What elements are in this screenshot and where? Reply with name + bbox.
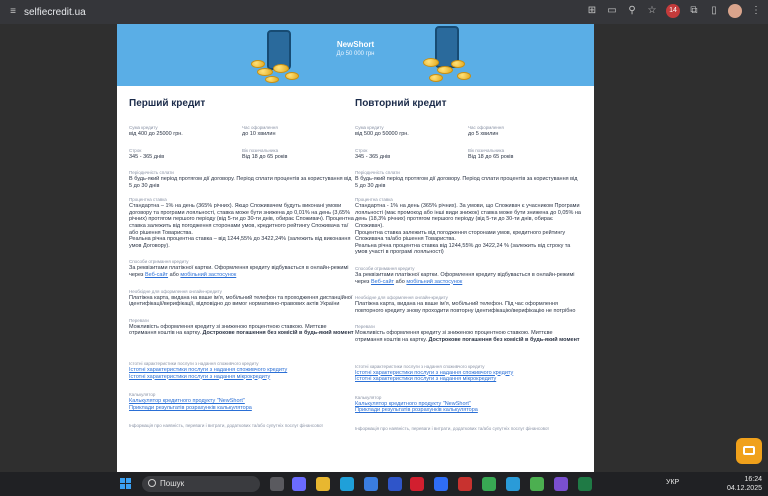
field-time: Час оформлення до 10 хвилин [242,125,278,137]
calculator-link[interactable]: Калькулятор кредитного продукту "NewShort" [129,398,245,405]
rate-section: Процентна ставка Стандартна – 1% на день (365% річних). Якщо Споживачем будуть виконані умови договору та програми лояльності, ставка може бути знижена до 0,01% на день (3,65% річних) протягом першого періоду (від 5-ти до 30-ти днів, обирає Споживач). Процентна ставка залежить від погодження сторонами умов, кредитного рейтингу Споживача та/або рішення Товариства. Реальна річна процентна ставка – від 1244,55% до 3422,24% (залежить від виконання умов Договору). [129,197,354,249]
coin-icon [437,66,453,74]
extensions-puzzle-icon[interactable]: ⧉ [690,5,698,16]
first-credit-column [129,98,355,429]
periodicity-section: Періодичність сплати В будь-який період протягом дії договору. Період сплати процентів за користування від 5 до 30 днів [355,170,578,189]
app-red-icon[interactable] [458,477,472,491]
info-text: Інформація про наявність, переваги і витрати, додаткових та/або супутніх послуг фінансової [129,423,323,429]
windows-start-icon[interactable] [120,478,132,490]
coin-icon [285,72,299,80]
calculator-link[interactable]: Калькулятор кредитного продукту "NewShort" [355,400,471,407]
search-icon [148,479,156,487]
mobile-app-link[interactable]: мобільний застосунок [406,278,463,285]
browser-toolbar [0,0,768,24]
rate-section: Процентна ставка Стандартна - 1% на день (365% річних). За умови, що Споживач є учасником Програми лояльності (має промокод або інші види знижок) ставка може бути знижена до 0,05% на день (18,3% річних) протягом першого періоду (від 5-ти до 30-ти днів, обирає Споживач). Процентна ставка залежить від погодження сторонами умов, кредитного рейтингу Споживача та/або рішення Товариства. Реальна річна процентна ставка від 1244,55% до 3422,24 % (залежить від строку та умов участі в програмі лояльності) [355,197,581,256]
field-age: Вік позичальника Від 18 до 65 років [468,147,514,160]
consumer-credit-characteristics-link[interactable]: Істотні характеристики послуги з надання споживчого кредиту [129,366,288,373]
coin-icon [265,76,279,83]
field-time: Час оформлення до 5 хвилин [468,125,504,137]
field-term: Строк 345 - 365 днів [355,147,391,160]
info-text: Інформація про наявність, переваги і витрати, додаткових та/або супутніх послуг фінансової [355,425,549,431]
excel-icon[interactable] [578,477,592,491]
taskbar-clock[interactable]: 16:24 04.12.2025 [726,476,762,492]
task-view-icon[interactable] [270,477,284,491]
website-link[interactable]: Веб-сайт [144,271,169,278]
extension-badge-icon[interactable]: 14 [666,4,680,18]
calculator-examples-link[interactable]: Приклади результатів розрахунків калькулятора [129,404,252,411]
site-info-icon[interactable]: ≡ [10,6,16,17]
app-green-icon[interactable] [530,477,544,491]
telegram-icon[interactable] [506,477,520,491]
advantages-section: Переваги Можливість оформлення кредиту зі зниженою процентною ставкою. Миттєве отримання коштів на картку. Дострокове погашення без комісій в будь-який момент [355,324,580,343]
coin-icon [429,74,443,82]
coin-icon [257,68,273,76]
screen-cast-icon[interactable]: ▭ [607,5,617,16]
essential-characteristics-section: Істотні характеристики послуги з надання споживчого кредиту Істотні характеристики послуги з надання споживчого кредиту Істотні характеристики послуги з надання мікрокредиту [355,363,514,383]
calculator-section: Калькулятор Калькулятор кредитного продукту "NewShort" Приклади результатів розрахунків калькулятора [129,392,252,411]
store-icon[interactable] [364,477,378,491]
coin-icon [251,60,265,68]
coin-icon [451,60,465,68]
copilot-icon[interactable] [292,477,306,491]
advantages-section: Переваги Можливість оформлення кредиту зі зниженою процентною ставкою. Миттєве отримання коштів на картку. Дострокове погашення без комісій в будь-який момент [129,317,354,337]
credit-fields [355,125,581,170]
mobile-app-link[interactable]: мобільний застосунок [180,271,237,278]
file-explorer-icon[interactable] [316,477,330,491]
address-bar[interactable]: selfiecredit.ua [24,6,86,18]
bookmark-star-icon[interactable]: ☆ [647,5,657,16]
website-link[interactable]: Веб-сайт [370,278,395,285]
sidebar-icon[interactable]: ▯ [711,5,717,16]
edge-icon[interactable] [340,477,354,491]
field-amount: Сума кредиту від 400 до 25000 грн. [129,125,183,137]
essential-characteristics-section: Істотні характеристики послуги з надання споживчого кредиту Істотні характеристики послуги з надання споживчого кредиту Істотні характеристики послуги з надання мікрокредиту [129,360,288,380]
app-l-icon[interactable] [388,477,402,491]
zoom-icon[interactable]: ⚲ [628,5,636,16]
toolbar-icons [586,4,762,18]
needed-section: Необхідне для оформлення онлайн-кредиту Платіжна карта, видана на ваше ім'я, мобільний телефон та проходження дистанційної ідентифікації/верифікації, відповідно до вимог нормативно-правових актів України [129,288,353,308]
column-title: Повторний кредит [355,98,447,109]
mail-icon [743,446,755,455]
field-amount: Сума кредиту від 500 до 50000 грн. [355,125,409,137]
dropbox-icon[interactable] [434,477,448,491]
method-section: Способи отримання кредиту За реквізитами платіжної картки. Оформлення кредиту відбувається в онлайн-режимі через Веб-сайт або мобільний застосунок [355,265,575,285]
repeat-credit-column [355,98,581,432]
product-page [117,24,594,472]
microcredit-characteristics-link[interactable]: Істотні характеристики послуги з надання мікрокредиту [355,376,497,383]
opera-icon[interactable] [410,477,424,491]
keyboard-language[interactable]: УКР [666,479,680,486]
periodicity-section: Періодичність сплати В будь-який період протягом дії договору. Період сплати процентів за користування від 5 до 30 днів [129,170,352,189]
field-age: Вік позичальника Від 18 до 65 років [242,147,288,160]
method-section: Способи отримання кредиту За реквізитами платіжної картки. Оформлення кредиту відбувається в онлайн-режимі через Веб-сайт або мобільний застосунок [129,259,349,278]
chrome-icon[interactable] [482,477,496,491]
menu-kebab-icon[interactable]: ⋮ [751,5,761,16]
field-term: Строк 345 - 365 днів [129,147,165,160]
consumer-credit-characteristics-link[interactable]: Істотні характеристики послуги з надання споживчого кредиту [355,369,514,376]
profile-avatar[interactable] [728,4,742,18]
windows-taskbar [0,472,768,496]
needed-section: Необхідне для оформлення онлайн-кредиту Платіжна карта, видана на ваше ім'я, мобільний телефон. Під час оформлення повторного кредиту знову проходити повторну ідентифікацію/верифікацію не потрібно [355,295,576,314]
chat-button[interactable] [736,438,762,464]
coin-icon [423,58,439,67]
viber-icon[interactable] [554,477,568,491]
web-viewport [0,24,768,472]
credit-fields [129,125,355,170]
coin-icon [273,64,289,73]
product-banner [117,24,594,86]
banner-subtitle: До 50 000 грн [336,51,375,57]
taskbar-search[interactable]: Пошук [142,476,260,492]
calculator-section: Калькулятор Калькулятор кредитного продукту "NewShort" Приклади результатів розрахунків калькулятора [355,394,478,414]
coin-icon [457,72,471,80]
translate-icon[interactable]: ⊞ [587,5,597,16]
microcredit-characteristics-link[interactable]: Істотні характеристики послуги з надання мікрокредиту [129,373,271,380]
banner-title: NewShort [336,40,375,49]
calculator-examples-link[interactable]: Приклади результатів розрахунків калькулятора [355,407,478,414]
column-title: Перший кредит [129,98,206,109]
